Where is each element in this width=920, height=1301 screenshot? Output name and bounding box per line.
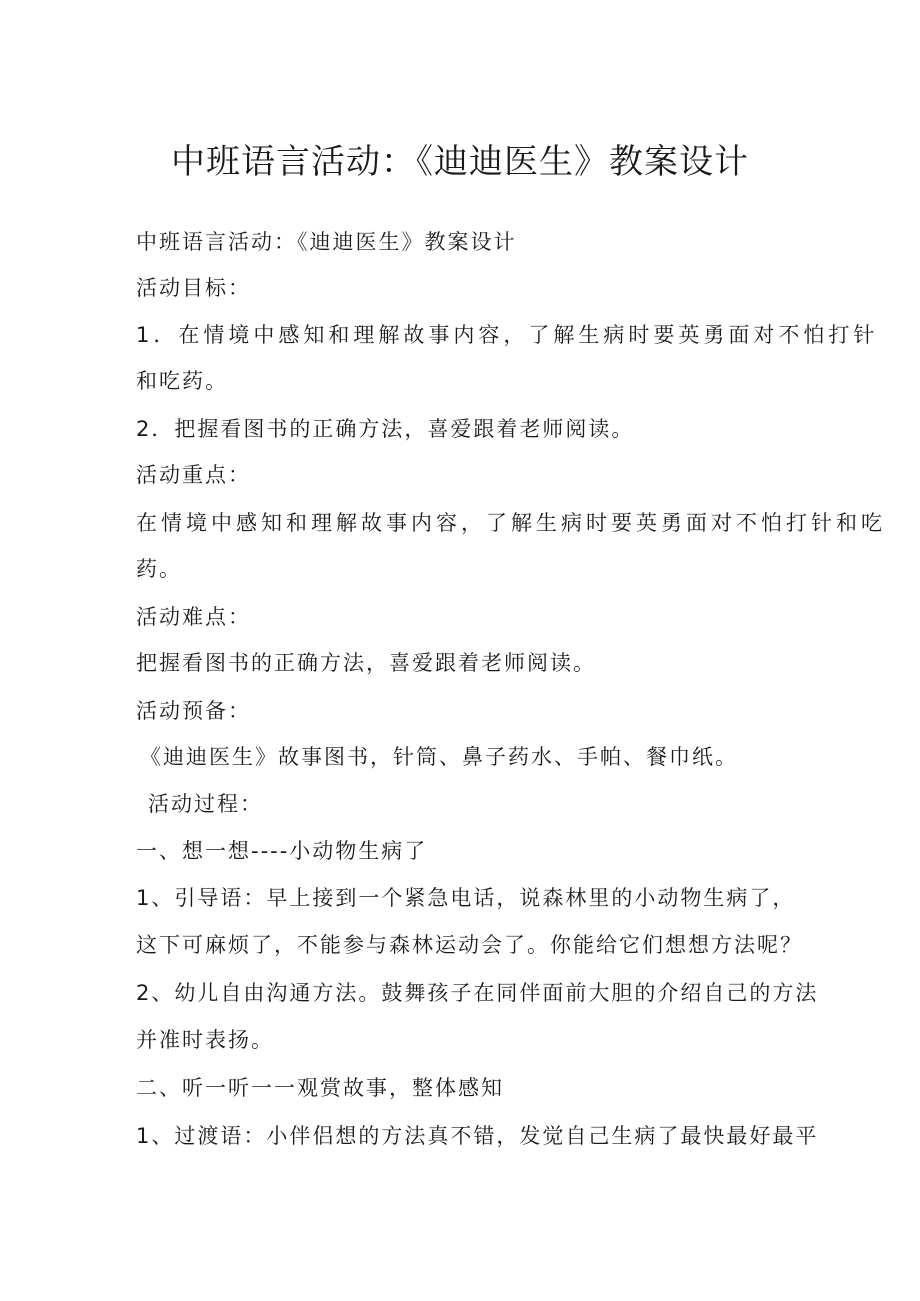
process-step-1-item-2-line-2: 并准时表扬。 xyxy=(136,1028,274,1052)
subtitle-line: 中班语言活动：《迪迪医生》教案设计 xyxy=(136,230,517,254)
section-heading-goals: 活动目标： xyxy=(136,276,251,300)
preparation-line: 《迪迪医生》故事图书，针筒、鼻子药水、手帕、餐巾纸。 xyxy=(140,745,738,769)
difficulty-line: 把握看图书的正确方法，喜爱跟着老师阅读。 xyxy=(136,651,596,675)
process-step-2-heading: 二、听一听一一观赏故事，整体感知 xyxy=(136,1076,504,1100)
section-heading-key-point: 活动重点： xyxy=(136,463,251,487)
section-heading-process: 活动过程： xyxy=(148,792,263,816)
key-point-line-1: 在情境中感知和理解故事内容，了解生病时要英勇面对不怕打针和吃 xyxy=(136,511,886,535)
goal-2-line: 2．把握看图书的正确方法，喜爱跟着老师阅读。 xyxy=(136,417,635,441)
document-title: 中班语言活动：《迪迪医生》教案设计 xyxy=(171,142,749,182)
goal-1-line-2: 和吃药。 xyxy=(136,369,228,393)
process-step-1-item-1-line-2: 这下可麻烦了，不能参与森林运动会了。你能给它们想想方法呢？ xyxy=(136,933,803,957)
process-step-1-item-2-line-1: 2、幼儿自由沟通方法。鼓舞孩子在同伴面前大胆的介绍自己的方法 xyxy=(136,981,819,1005)
process-step-1-heading: 一、想一想----小动物生病了 xyxy=(136,839,428,863)
section-heading-difficulty: 活动难点： xyxy=(136,605,251,629)
key-point-line-2: 药。 xyxy=(136,557,182,581)
goal-1-line-1: 1．在情境中感知和理解故事内容，了解生病时要英勇面对不怕打针 xyxy=(136,323,879,347)
process-step-2-item-1-line-1: 1、过渡语：小伴侣想的方法真不错，发觉自己生病了最快最好最平 xyxy=(136,1124,819,1148)
section-heading-preparation: 活动预备： xyxy=(136,699,251,723)
process-step-1-item-1-line-1: 1、引导语：早上接到一个紧急电话，说森林里的小动物生病了， xyxy=(136,886,796,910)
